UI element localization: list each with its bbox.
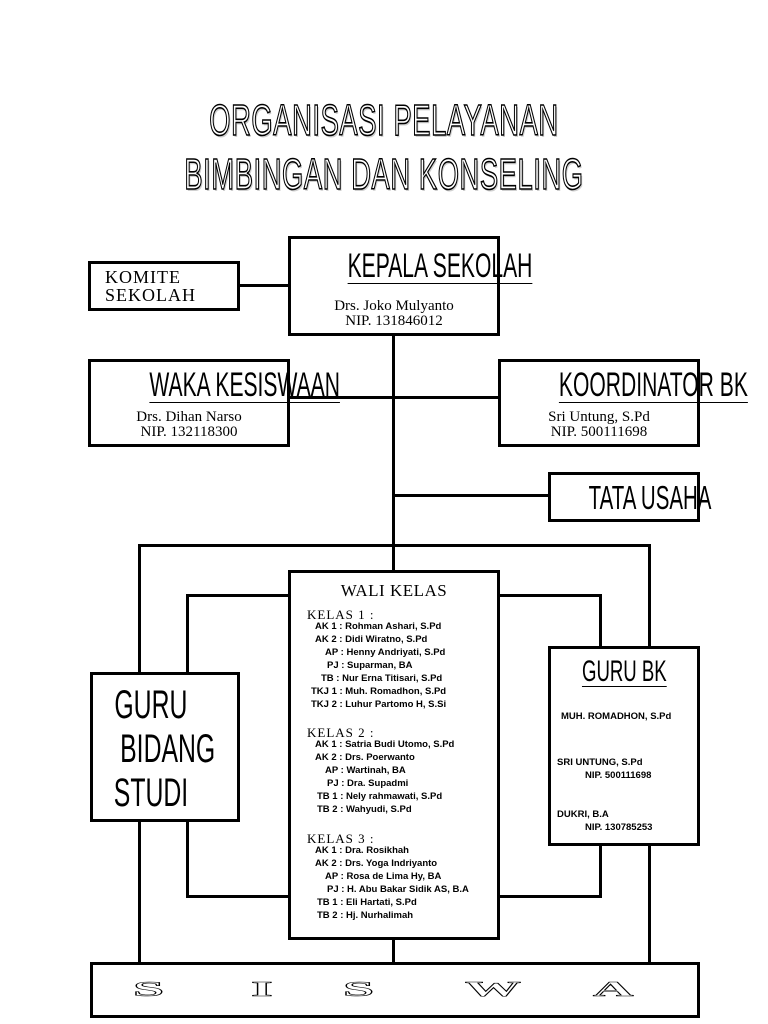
guru-bk-member-2-name: SRI UNTUNG, S.Pd (557, 757, 643, 768)
guru-bk-member-3-nip: NIP. 130785253 (585, 822, 653, 833)
title-line-1: ORGANISASI PELAYANAN (209, 96, 559, 145)
waka-heading: WAKA KESISWAAN (149, 366, 340, 404)
line-outer-top (138, 544, 651, 547)
list-item: AP : Henny Andriyati, S.Pd (325, 647, 446, 658)
list-item: AK 1 : Rohman Ashari, S.Pd (315, 621, 442, 632)
guru-bk-heading: GURU BK (581, 655, 667, 688)
siswa-letter: I (251, 977, 273, 1001)
komite-line-1: KOMITE (105, 267, 181, 287)
list-item: TKJ 2 : Luhur Partomo H, S.Si (311, 699, 447, 710)
koordinator-name: Sri Untung, S.Pd (548, 409, 650, 425)
guru-bidang-studi-box (90, 672, 240, 822)
line-inner-right-top (498, 594, 602, 597)
line-koordinator (394, 396, 500, 399)
siswa-letter: S (133, 977, 165, 1001)
list-item: AK 2 : Drs. Yoga Indriyanto (315, 858, 438, 869)
kelas-1-label: KELAS 1 : (307, 607, 375, 622)
koordinator-nip: NIP. 500111698 (550, 424, 648, 440)
list-item: TKJ 1 : Muh. Romadhon, S.Pd (311, 686, 447, 697)
kepala-nip: NIP. 131846012 (345, 313, 443, 329)
title-line-2: BIMBINGAN DAN KONSELING (184, 150, 584, 199)
guru-bk-member-2-nip: NIP. 500111698 (585, 770, 652, 781)
list-item: AK 2 : Didi Wiratno, S.Pd (315, 634, 428, 645)
guru-bidang-line-1: GURU (114, 683, 188, 727)
line-inner-right-vert (599, 594, 602, 648)
line-inner-left-top (186, 594, 290, 597)
guru-bidang-line-2: BIDANG (120, 727, 216, 771)
tata-usaha-box (548, 472, 712, 522)
komite-line-2: SEKOLAH (105, 285, 196, 305)
list-item: AK 2 : Drs. Poerwanto (315, 752, 415, 763)
list-item: TB 1 : Nely rahmawati, S.Pd (317, 791, 443, 802)
list-item: TB 2 : Hj. Nurhalimah (317, 910, 414, 921)
list-item: TB : Nur Erna Titisari, S.Pd (321, 673, 443, 684)
line-inner-right-bottom-vert (599, 843, 602, 898)
kepala-name: Drs. Joko Mulyanto (334, 298, 454, 314)
line-inner-right-bottom (498, 895, 602, 898)
kelas-3-label: KELAS 3 : (307, 831, 375, 846)
list-item: AK 1 : Dra. Rosikhah (315, 845, 409, 856)
list-item: AP : Wartinah, BA (325, 765, 406, 776)
guru-bk-box (548, 646, 700, 846)
line-vertical-main (392, 334, 395, 572)
list-item: AK 1 : Satria Budi Utomo, S.Pd (315, 739, 455, 750)
komite-sekolah-box (88, 261, 240, 311)
siswa-letter: A (593, 977, 634, 1001)
line-inner-left-bottom (186, 895, 290, 898)
kepala-sekolah-box (288, 236, 533, 336)
siswa-box (90, 962, 700, 1018)
kelas-2-label: KELAS 2 : (307, 725, 375, 740)
guru-bidang-line-3: STUDI (113, 771, 189, 815)
tata-usaha-label: TATA USAHA (588, 479, 712, 516)
waka-kesiswaan-box (88, 359, 340, 447)
list-item: PJ : H. Abu Bakar Sidik AS, B.A (327, 884, 469, 895)
kepala-heading: KEPALA SEKOLAH (347, 247, 533, 285)
line-tata-usaha (394, 494, 550, 497)
line-wali-siswa (392, 938, 395, 964)
siswa-letter: W (465, 977, 521, 1001)
koordinator-heading: KOORDINATOR BK (558, 366, 748, 404)
wali-kelas-heading: WALI KELAS (340, 581, 448, 600)
guru-bk-member-1-name: MUH. ROMADHON, S.Pd (561, 711, 672, 722)
waka-nip: NIP. 132118300 (140, 424, 238, 440)
koordinator-bk-box (498, 359, 748, 447)
list-item: PJ : Dra. Supadmi (327, 778, 409, 789)
list-item: AP : Rosa de Lima Hy, BA (325, 871, 442, 882)
guru-bk-member-3-name: DUKRI, B.A (557, 809, 609, 820)
siswa-letter: S (343, 977, 375, 1001)
list-item: TB 1 : Eli Hartati, S.Pd (317, 897, 417, 908)
list-item: TB 2 : Wahyudi, S.Pd (317, 804, 412, 815)
line-kepala-komite (238, 284, 290, 287)
wali-kelas-box (288, 570, 500, 940)
list-item: PJ : Suparman, BA (327, 660, 413, 671)
waka-name: Drs. Dihan Narso (136, 409, 242, 425)
